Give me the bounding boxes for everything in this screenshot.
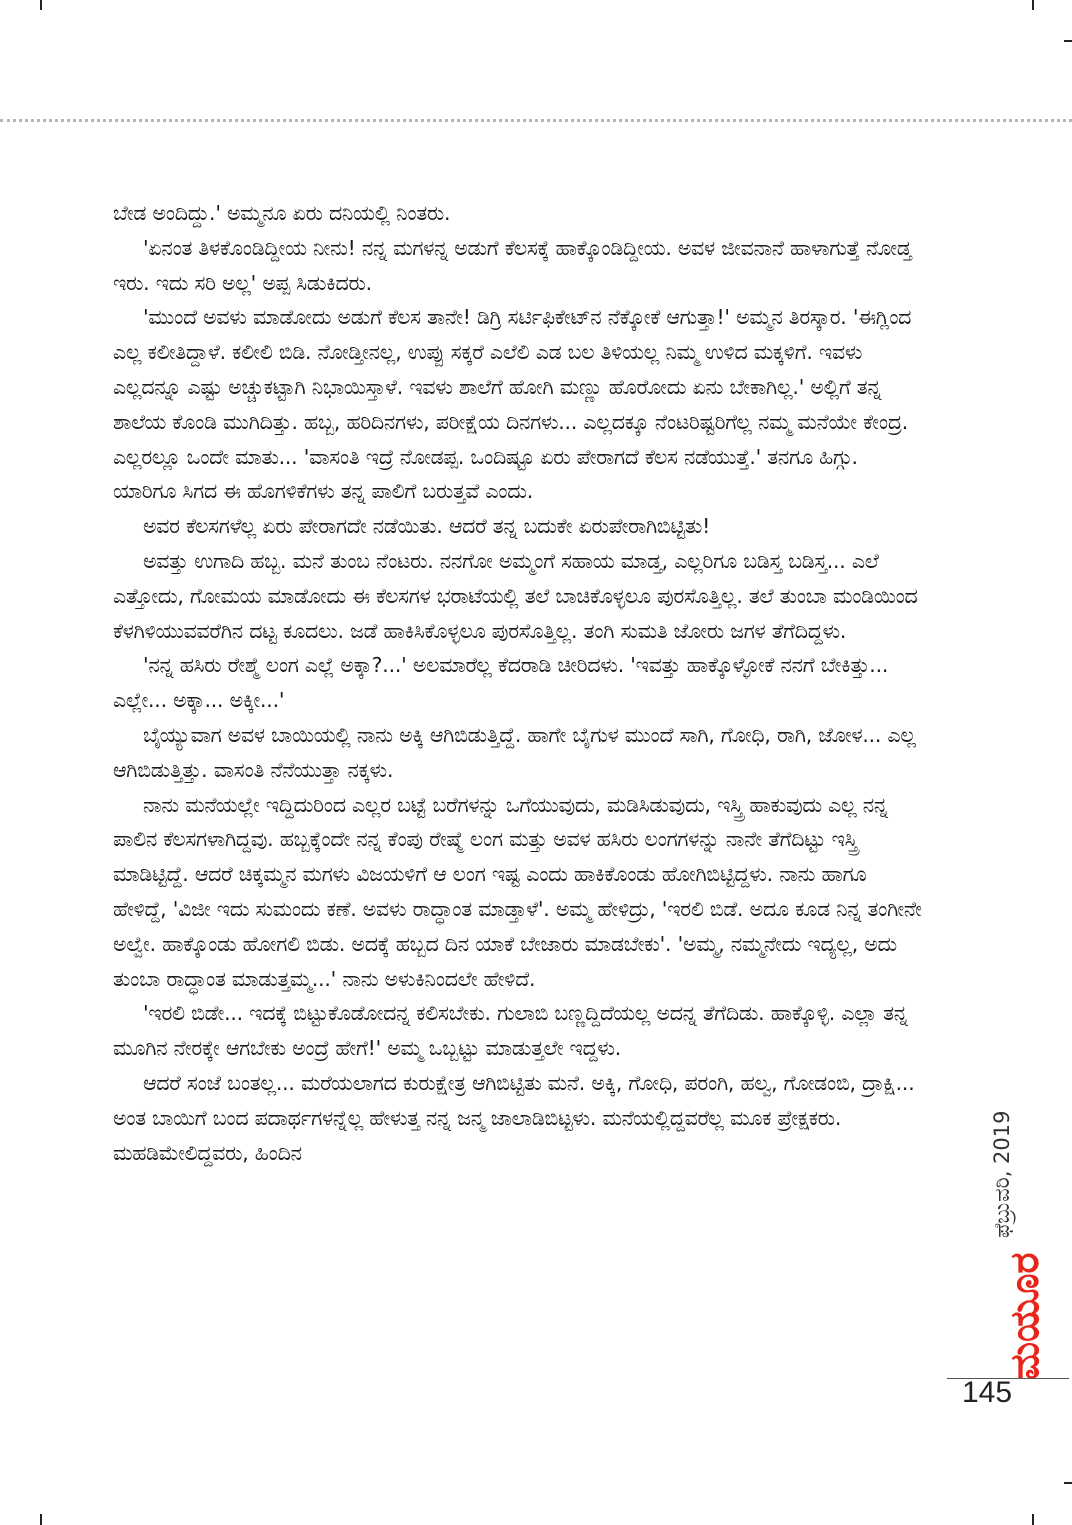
paragraph: ನಾನು ಮನೆಯಲ್ಲೇ ಇದ್ದಿದುರಿಂದ ಎಲ್ಲರ ಬಟ್ಟೆ ಬರೆಗಳನ್ನು ಒಗೆಯುವುದು, ಮಡಿಸಿಡುವುದು, ಇಸ್ತ್ರಿ ಹಾಕುವುದು ಎಲ್ಲ ನನ್ನ ಪಾಲಿನ ಕೆಲಸಗಳಾಗಿದ್ದವು. ಹಬ್ಬಕ್ಕೆಂದೇ ನನ್ನ ಕೆಂಪು ರೇಷ್ಮೆ ಲಂಗ ಮತ್ತು ಅವಳ ಹಸಿರು ಲಂಗಗಳನ್ನು ನಾನೇ ತೆಗೆದಿಟ್ಟು ಇಸ್ತ್ರಿ ಮಾಡಿಟ್ಟಿದ್ದೆ. ಆದರೆ ಚಿಕ್ಕಮ್ಮನ ಮಗಳು ವಿಜಯಳಿಗೆ ಆ ಲಂಗ ಇಷ್ಟ ಎಂದು ಹಾಕಿಕೊಂಡು ಹೋಗಿಬಿಟ್ಟಿದ್ದಳು. ನಾನು ಹಾಗೂ ಹೇಳಿದ್ದೆ, 'ವಿಜೀ ಇದು ಸುಮಂದು ಕಣೆ. ಅವಳು ರಾದ್ಧಾಂತ ಮಾಡ್ತಾಳೆ'. ಅಮ್ಮ ಹೇಳಿದ್ರು, 'ಇರಲಿ ಬಿಡೆ. ಅದೂ ಕೂಡ ನಿನ್ನ ತಂಗೀನೇ ಅಲ್ವೇ. ಹಾಕ್ಕೊಂಡು ಹೋಗಲಿ ಬಿಡು. ಅದಕ್ಕೆ ಹಬ್ಬದ ದಿನ ಯಾಕೆ ಬೇಜಾರು ಮಾಡಬೇಕು'. 'ಅಮ್ಮ, ನಮ್ಮನೇದು ಇದ್ಯಲ್ಲ, ಅದು ತುಂಬಾ ರಾದ್ಧಾಂತ ಮಾಡುತ್ತಮ್ಮ...' ನಾನು ಅಳುಕಿನಿಂದಲೇ ಹೇಳಿದೆ. <box>113 792 922 991</box>
crop-mark-top-right <box>1032 0 1034 10</box>
issue-date: ಫೆಬ್ರುವರಿ, 2019 <box>990 1110 1014 1238</box>
crop-mark-top-left <box>40 0 42 10</box>
paragraph: 'ಇರಲಿ ಬಿಡೇ... ಇದಕ್ಕೆ ಬಿಟ್ಟುಕೊಡೋದನ್ನ ಕಲಿಸಬೇಕು. ಗುಲಾಬಿ ಬಣ್ಣದ್ದಿದೆಯಲ್ಲ ಅದನ್ನ ತೆಗೆದಿಡು. ಹಾಕ್ಕೊಳ್ಳಿ. ಎಲ್ಲಾ ತನ್ನ ಮೂಗಿನ ನೇರಕ್ಕೇ ಆಗಬೇಕು ಅಂದ್ರೆ ಹೇಗೆ!' ಅಮ್ಮ ಒಬ್ಬಟ್ಟು ಮಾಡುತ್ತಲೇ ಇದ್ದಳು. <box>113 1001 908 1061</box>
paragraph: ಅವರ ಕೆಲಸಗಳೆಲ್ಲ ಏರು ಪೇರಾಗದೇ ನಡೆಯಿತು. ಆದರೆ ತನ್ನ ಬದುಕೇ ಏರುಪೇರಾಗಿಬಿಟ್ಟಿತು! <box>143 514 711 539</box>
header-dotted-rule <box>0 119 1072 122</box>
crop-mark-bottom-right <box>1032 1514 1034 1525</box>
article-body <box>113 196 925 1170</box>
paragraph: ಅವತ್ತು ಉಗಾದಿ ಹಬ್ಬ. ಮನೆ ತುಂಬ ನೆಂಟರು. ನನಗೋ ಅಮ್ಮಂಗೆ ಸಹಾಯ ಮಾಡ್ತ, ಎಲ್ಲರಿಗೂ ಬಡಿಸ್ತ ಬಡಿಸ್ತ... ಎಲೆ ಎತ್ತೋದು, ಗೋಮಯ ಮಾಡೋದು ಈ ಕೆಲಸಗಳ ಭರಾಟೆಯಲ್ಲಿ ತಲೆ ಬಾಚಿಕೊಳ್ಳಲೂ ಪುರಸೊತ್ತಿಲ್ಲ. ತಲೆ ತುಂಬಾ ಮಂಡಿಯಿಂದ ಕೆಳಗಿಳಿಯುವವರೆಗಿನ ದಟ್ಟ ಕೂದಲು. ಜಡೆ ಹಾಕಿಸಿಕೊಳ್ಳಲೂ ಪುರಸೊತ್ತಿಲ್ಲ. ತಂಗಿ ಸುಮತಿ ಜೋರು ಜಗಳ ತೆಗೆದಿದ್ದಳು. <box>113 548 918 643</box>
crop-mark-right-upper <box>1064 40 1072 42</box>
page-number: 145 <box>962 1376 1013 1409</box>
paragraph: ಬೇಡ ಅಂದಿದ್ದು.' ಅಮ್ಮನೂ ಏರು ದನಿಯಲ್ಲಿ ನಿಂತರು. <box>113 201 451 225</box>
crop-mark-right-lower <box>1064 1482 1072 1484</box>
crop-mark-bottom-left <box>40 1514 42 1525</box>
paragraph: 'ನನ್ನ ಹಸಿರು ರೇಶ್ಮೆ ಲಂಗ ಎಲ್ಲೆ ಅಕ್ಕಾ?...' ಅಲಮಾರೆಲ್ಲ ಕೆದರಾಡಿ ಚೀರಿದಳು. 'ಇವತ್ತು ಹಾಕ್ಕೊಳ್ಳೋಕೆ ನನಗೆ ಬೇಕಿತ್ತು... ಎಲ್ಲೇ... ಅಕ್ಕಾ... ಅಕ್ಕೀ...' <box>113 653 889 713</box>
magazine-logo: ಮಯೂರ <box>1002 1252 1048 1380</box>
paragraph: ಬೈಯ್ಯುವಾಗ ಅವಳ ಬಾಯಿಯಲ್ಲಿ ನಾನು ಅಕ್ಕಿ ಆಗಿಬಿಡುತ್ತಿದ್ದೆ. ಹಾಗೇ ಬೈಗುಳ ಮುಂದೆ ಸಾಗಿ, ಗೋಧಿ, ರಾಗಿ, ಜೋಳ... ಎಲ್ಲ ಆಗಿಬಿಡುತ್ತಿತ್ತು. ವಾಸಂತಿ ನೆನೆಯುತ್ತಾ ನಕ್ಕಳು. <box>113 722 916 782</box>
paragraph: 'ಮುಂದೆ ಅವಳು ಮಾಡೋದು ಅಡುಗೆ ಕೆಲಸ ತಾನೇ! ಡಿಗ್ರಿ ಸರ್ಟಿಫಿಕೇಟ್‌ನ ನೆಕ್ಕೋಕೆ ಆಗುತ್ತಾ!' ಅಮ್ಮನ ತಿರಸ್ಕಾರ. 'ಈಗ್ಲಿಂದ ಎಲ್ಲ ಕಲೀತಿದ್ದಾಳೆ. ಕಲೀಲಿ ಬಿಡಿ. ನೋಡ್ತೀನಲ್ಲ, ಉಪ್ಪು ಸಕ್ಕರೆ ಎಲೆಲಿ ಎಡ ಬಲ ತಿಳಿಯಲ್ಲ ನಿಮ್ಮ ಉಳಿದ ಮಕ್ಕಳಿಗೆ. ಇವಳು ಎಲ್ಲದನ್ನೂ ಎಷ್ಟು ಅಚ್ಚುಕಟ್ಟಾಗಿ ನಿಭಾಯಿಸ್ತಾಳೆ. ಇವಳು ಶಾಲೆಗೆ ಹೋಗಿ ಮಣ್ಣು ಹೊರೋದು ಏನು ಬೇಕಾಗಿಲ್ಲ.' ಅಲ್ಲಿಗೆ ತನ್ನ ಶಾಲೆಯ ಕೊಂಡಿ ಮುಗಿದಿತ್ತು. ಹಬ್ಬ, ಹರಿದಿನಗಳು, ಪರೀಕ್ಷೆಯ ದಿನಗಳು... ಎಲ್ಲದಕ್ಕೂ ನೆಂಟರಿಷ್ಟರಿಗೆಲ್ಲ ನಮ್ಮ ಮನೆಯೇ ಕೇಂದ್ರ. ಎಲ್ಲರಲ್ಲೂ ಒಂದೇ ಮಾತು... 'ವಾಸಂತಿ ಇದ್ರೆ ನೋಡಪ್ಪ. ಒಂದಿಷ್ಟೂ ಏರು ಪೇರಾಗದೆ ಕೆಲಸ ನಡೆಯುತ್ತೆ.' ತನಗೂ ಹಿಗ್ಗು. ಯಾರಿಗೂ ಸಿಗದ ಈ ಹೊಗಳಿಕೆಗಳು ತನ್ನ ಪಾಲಿಗೆ ಬರುತ್ತವೆ ಎಂದು. <box>113 305 912 504</box>
paragraph: ಆದರೆ ಸಂಜೆ ಬಂತಲ್ಲ... ಮರೆಯಲಾಗದ ಕುರುಕ್ಷೇತ್ರ ಆಗಿಬಿಟ್ಟಿತು ಮನೆ. ಅಕ್ಕಿ, ಗೋಧಿ, ಪರಂಗಿ, ಹಲ್ವ, ಗೋಡಂಬಿ, ದ್ರಾಕ್ಷಿ... ಅಂತ ಬಾಯಿಗೆ ಬಂದ ಪದಾರ್ಥಗಳನ್ನೆಲ್ಲ ಹೇಳುತ್ತ ನನ್ನ ಜನ್ಮ ಜಾಲಾಡಿಬಿಟ್ಟಳು. ಮನೆಯಲ್ಲಿದ್ದವರೆಲ್ಲ ಮೂಕ ಪ್ರೇಕ್ಷಕರು. ಮಹಡಿಮೇಲಿದ್ದವರು, ಹಿಂದಿನ <box>113 1070 915 1165</box>
paragraph: 'ಏನಂತ ತಿಳಕೊಂಡಿದ್ದೀಯ ನೀನು! ನನ್ನ ಮಗಳನ್ನ ಅಡುಗೆ ಕೆಲಸಕ್ಕೆ ಹಾಕ್ಕೊಂಡಿದ್ದೀಯ. ಅವಳ ಜೀವನಾನೆ ಹಾಳಾಗುತ್ತೆ ನೋಡ್ತ ಇರು. ಇದು ಸರಿ ಅಲ್ಲ' ಅಪ್ಪ ಸಿಡುಕಿದರು. <box>113 235 912 295</box>
